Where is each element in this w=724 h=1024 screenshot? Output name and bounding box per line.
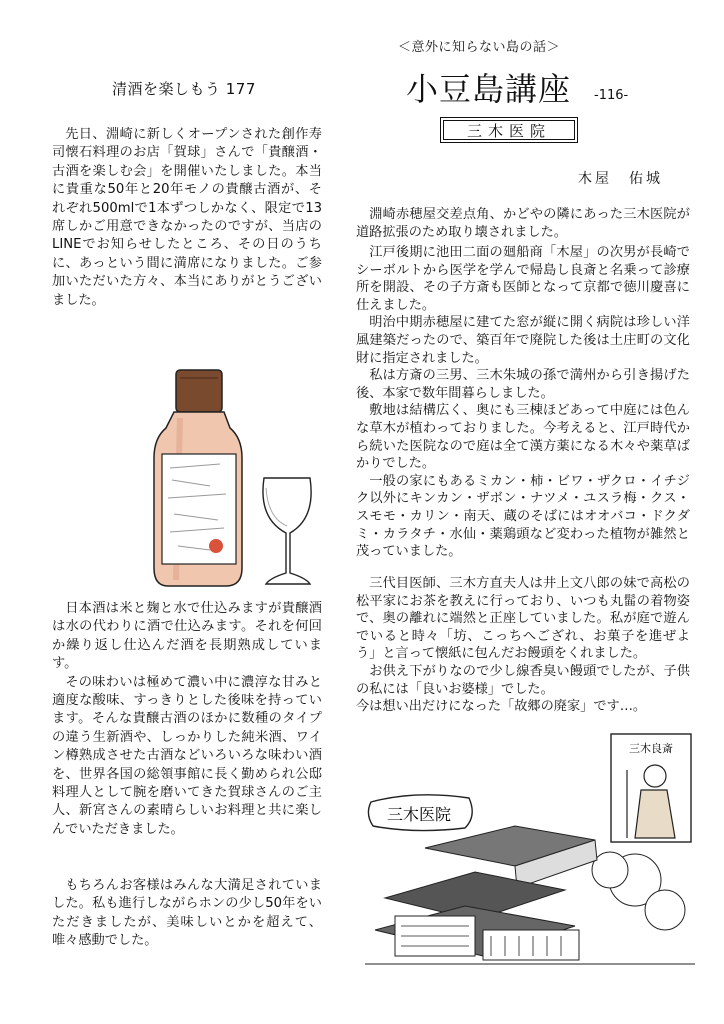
article-p5: 敷地は結構広く、奥にも三棟ほどあって中庭には色んな草木が植わっておりました。今考えると、江戸時代から続いた医院なので庭は全て漢方薬になる木々や薬草ばかりでした。 — [356, 403, 690, 472]
article-p7: 三代目医師、三木方直夫人は井上文八郎の妹で高松の松平家にお茶を教えに行っており、いつも丸髷の着物姿で、奥の離れに端然と正座していました。私が庭で遊んでいると時々「坊、こっちへござれ、お菓子を進ぜよう」と言って懐紙に包んだお饅頭をくれました。 — [356, 576, 690, 662]
article-p1: 淵崎赤穂屋交差点角、かどやの隣にあった三木医院が道路拡張のため取り壊されました。 — [356, 207, 690, 240]
intro-paragraph — [52, 126, 322, 310]
portrait-caption: 三木良斎 — [629, 742, 673, 755]
article-p8: お供え下がりなので少し線香臭い饅頭でしたが、子供の私には「良いお婆様」でした。 — [356, 663, 690, 697]
paragraph-event: 先日、淵崎に新しくオープンされた創作寿司懐石料理のお店「賀球」さんで「貴醸酒・古酒を楽しむ会」を開催いたしました。本当に貴重な50年と20年モノの貴醸古酒が、それぞれ500mlで1本ずつしかなく、限定で13席しかご用意できなかったのですが、当店のLINEでお知らせしたところ、その日のうちに、あっという間に満席になりました。ご参加いただいた方々、本当にありがとうございました。 — [52, 127, 322, 308]
subject-heading: 三木医院 — [440, 117, 578, 143]
paragraph-taste: その味わいは極めて濃い中に濃淳な甘みと適度な酸味、すっきりとした後味を持っています。そんな貴醸古酒のほかに数種のタイプの違う生新酒や、しっかりした純米酒、ワイン樽熟成させた古酒などいろいろな味わい酒を、世界各国の総領事館に長く勤められ公邸料理人として腕を磨いてきた賀球さんのご主人、新宮さんの素晴らしいお料理と共に楽しんでいただきました。 — [52, 674, 322, 837]
paragraph-brewing: 日本酒は米と麹と水で仕込みますが貴醸酒は水の代わりに酒で仕込みます。それを何回か繰り返し仕込んだ酒を長期熟成しています。 — [52, 601, 322, 672]
miki-clinic-illustration — [365, 730, 695, 970]
article-memories — [356, 575, 690, 716]
series-kicker: ＜意外に知らない島の話＞ — [398, 40, 561, 55]
page-title: 小豆島講座 — [406, 70, 572, 108]
article-lead — [356, 206, 690, 241]
article-p4: 私は方斎の三男、三木朱城の孫で満州から引き揚げた後、本家で数年間暮らしました。 — [356, 368, 690, 401]
article-body — [356, 244, 690, 561]
article-p9: 今は想い出だけになった「故郷の廃家」です…。 — [356, 699, 647, 715]
paragraph-closing: もちろんお客様はみんな大満足されていました。私も進行しながらホンの少し50年をいただきましたが、美味しいとかを超えて、唯々感動でした。 — [52, 878, 322, 949]
column-title: 清酒を楽しもう 177 — [112, 80, 256, 98]
closing-paragraph — [52, 877, 322, 951]
kijoshu-paragraph — [52, 600, 322, 839]
sake-bottle-illustration — [150, 368, 320, 593]
article-p2: 江戸後期に池田二面の廻船商「木屋」の次男が長崎でシーボルトから医学を学んで帰島し良斎と名乗って診療所を開設、その子方斎も医師となって京都で徳川慶喜に仕えました。 — [356, 245, 690, 313]
issue-number: -116- — [594, 88, 629, 103]
sign-caption: 三木医院 — [386, 805, 452, 824]
article-p3: 明治中期赤穂屋に建てた窓が縦に開く病院は珍しい洋風建築だったので、築百年で廃院した後は土庄町の文化財に指定されました。 — [356, 315, 690, 366]
article-p6: 一般の家にもあるミカン・柿・ビワ・ザクロ・イチジク以外にキンカン・ザボン・ナツメ・ユスラ梅・クス・スモモ・カリン・南天、蔵のそばにはオオバコ・ドクダミ・カラタチ・水仙・薬鶏頭など変わった植物が雑然と茂っていました。 — [356, 473, 690, 560]
author-name: 木屋 佑城 — [578, 171, 663, 187]
